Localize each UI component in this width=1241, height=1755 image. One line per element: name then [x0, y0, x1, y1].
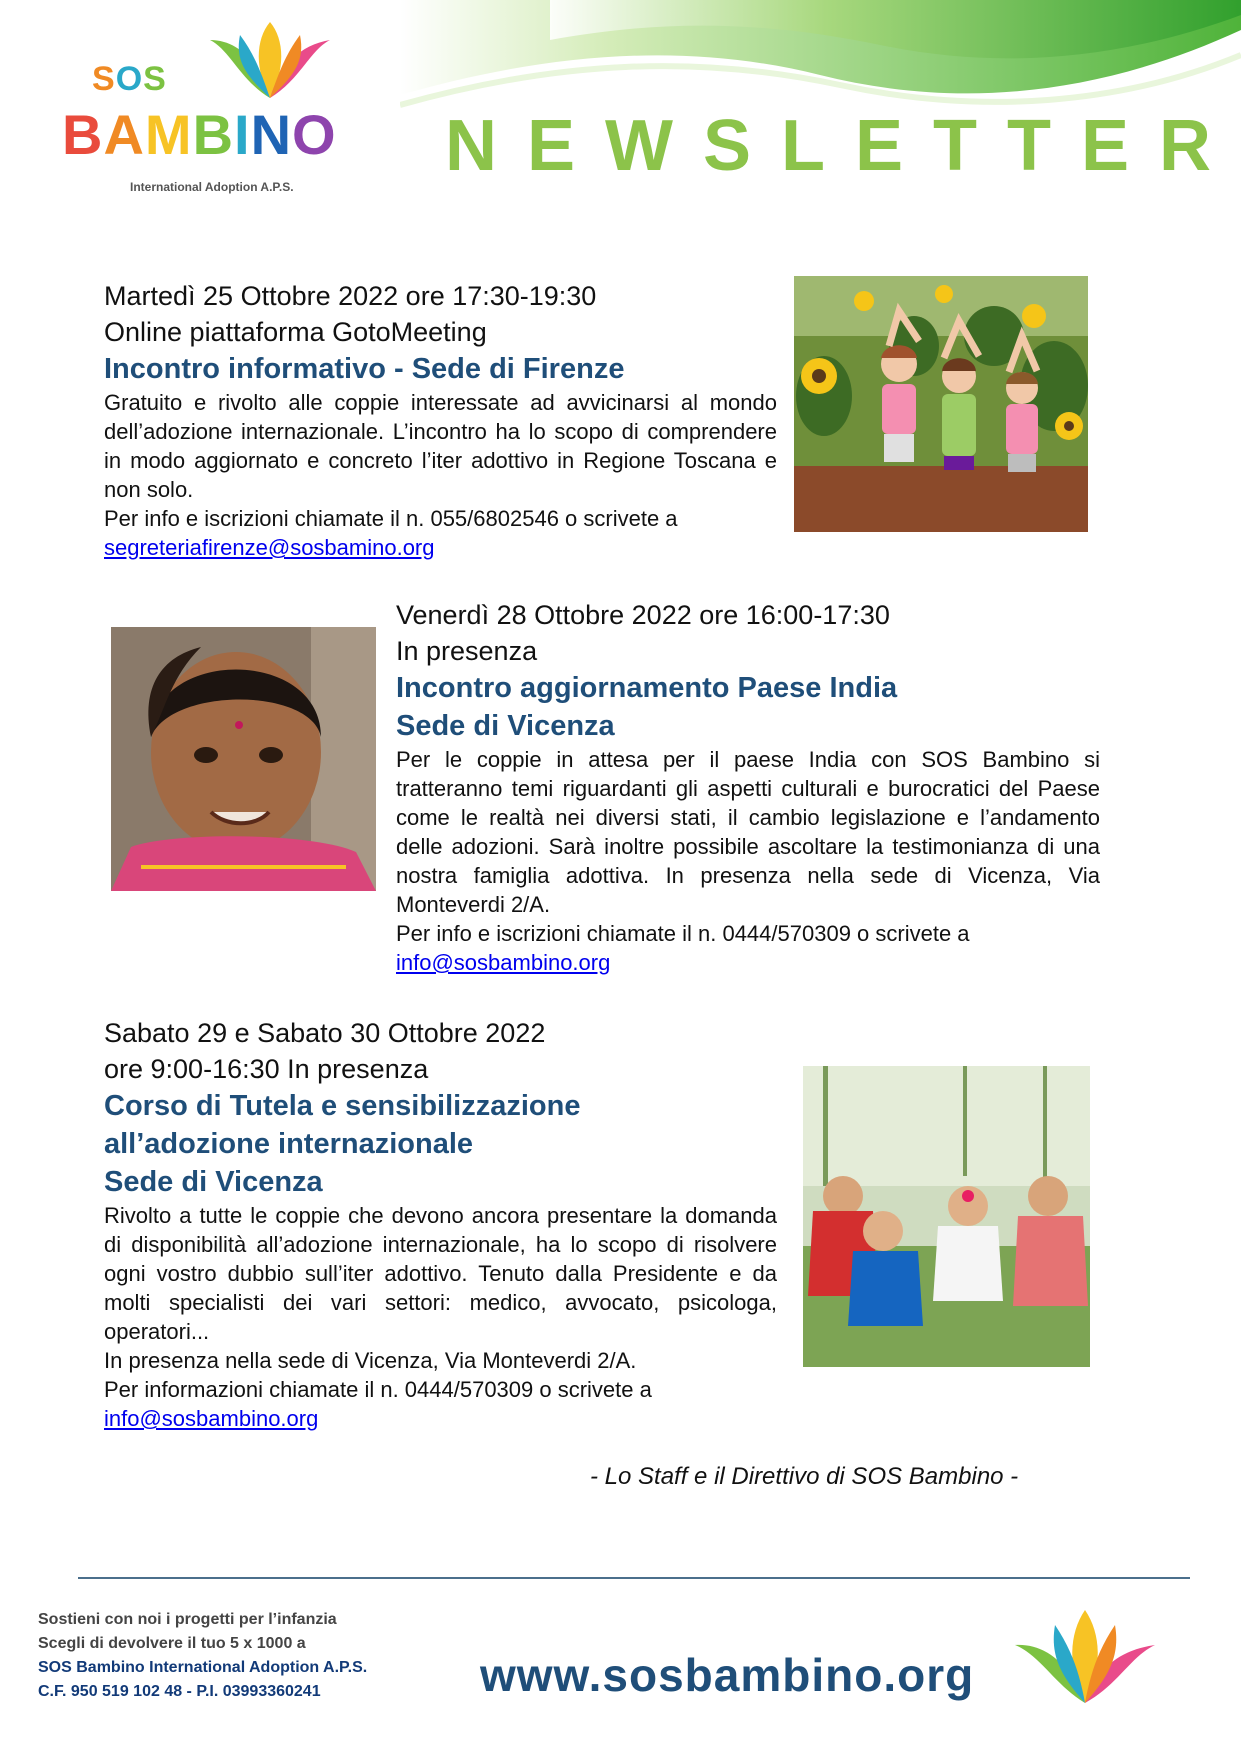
event-2-contact: Per info e iscrizioni chiamate il n. 0444/570309 o scrivete a — [396, 921, 970, 946]
signature: - Lo Staff e il Direttivo di SOS Bambino - — [590, 1463, 1019, 1490]
flower-logo-icon — [200, 20, 340, 100]
event-3-extra: In presenza nella sede di Vicenza, Via Monteverdi 2/A. — [104, 1348, 637, 1373]
photo-children-park — [803, 1066, 1090, 1367]
event-2-title-line-2: Sede di Vicenza — [396, 710, 615, 742]
sos-bambino-logo — [60, 20, 410, 210]
footer-flower-icon — [1010, 1605, 1160, 1705]
event-3-title-line-1: Corso di Tutela e sensibilizzazione — [104, 1090, 581, 1122]
footer-support-text — [38, 1608, 367, 1704]
event-1-contact: Per info e iscrizioni chiamate il n. 055/6802546 o scrivete a — [104, 506, 678, 531]
event-3-title-line-2: all’adozione internazionale — [104, 1128, 474, 1160]
event-3-email-link[interactable]: info@sosbambino.org — [104, 1406, 319, 1431]
event-2-description: Per le coppie in attesa per il paese India con SOS Bambino si tratteranno temi riguardanti gli aspetti culturali e burocratici del Paese come le realtà nei diversi stati, il cambio legislazione e l’andamento delle adozioni. Sarà inoltre possibile ascoltare la testimonianza di una nostra famiglia adottiva. In presenza nella sede di Vicenza, Via Monteverdi 2/A. — [396, 747, 1100, 917]
event-2 — [396, 597, 1100, 977]
event-1-location: Online piattaforma GotoMeeting — [104, 317, 487, 347]
event-2-email-link[interactable]: info@sosbambino.org — [396, 950, 611, 975]
footer-website-link[interactable]: www.sosbambino.org — [480, 1649, 975, 1701]
event-3-location: ore 9:00-16:30 In presenza — [104, 1054, 429, 1084]
photo-girls-sunflowers — [794, 276, 1088, 532]
event-3-contact: Per informazioni chiamate il n. 0444/570309 o scrivete a — [104, 1377, 652, 1402]
footer-line-4: C.F. 950 519 102 48 - P.I. 03993360241 — [38, 1683, 321, 1700]
footer-line-3: SOS Bambino International Adoption A.P.S. — [38, 1659, 368, 1676]
event-1 — [104, 278, 777, 562]
logo-sos-text: SOS — [92, 60, 167, 98]
photo-indian-girl — [111, 627, 376, 891]
footer-line-1: Sostieni con noi i progetti per l’infanzia — [38, 1611, 337, 1628]
event-2-title-line-1: Incontro aggiornamento Paese India — [396, 672, 898, 704]
event-3-description: Rivolto a tutte le coppie che devono ancora presentare la domanda di disponibilità all’adozione internazionale, ha lo scopo di risolvere ogni vostro dubbio sull’iter adottivo. Tenuto dalla Presidente e da molti specialisti dei vari settori: medico, avvocato, psicologa, operatori... — [104, 1203, 777, 1344]
event-2-date: Venerdì 28 Ottobre 2022 ore 16:00-17:30 — [396, 600, 890, 630]
event-3-date: Sabato 29 e Sabato 30 Ottobre 2022 — [104, 1018, 546, 1048]
event-1-description: Gratuito e rivolto alle coppie interessate ad avvicinarsi al mondo dell’adozione internazionale. L’incontro ha lo scopo di comprendere in modo aggiornato e concreto l’iter adottivo in Regione Toscana e non solo. — [104, 390, 777, 502]
event-3-title-line-3: Sede di Vicenza — [104, 1166, 323, 1198]
footer-divider — [78, 1577, 1190, 1579]
newsletter-title: NEWSLETTER — [445, 106, 1241, 186]
event-1-title: Incontro informativo - Sede di Firenze — [104, 353, 625, 385]
event-1-email-link[interactable]: segreteriafirenze@sosbamino.org — [104, 535, 435, 560]
event-2-location: In presenza — [396, 636, 538, 666]
footer-line-2: Scegli di devolvere il tuo 5 x 1000 a — [38, 1635, 306, 1652]
event-1-date: Martedì 25 Ottobre 2022 ore 17:30-19:30 — [104, 281, 597, 311]
logo-bambino-text: BAMBINO — [62, 103, 337, 166]
logo-tagline: International Adoption A.P.S. — [130, 180, 294, 194]
event-3 — [104, 1015, 777, 1433]
